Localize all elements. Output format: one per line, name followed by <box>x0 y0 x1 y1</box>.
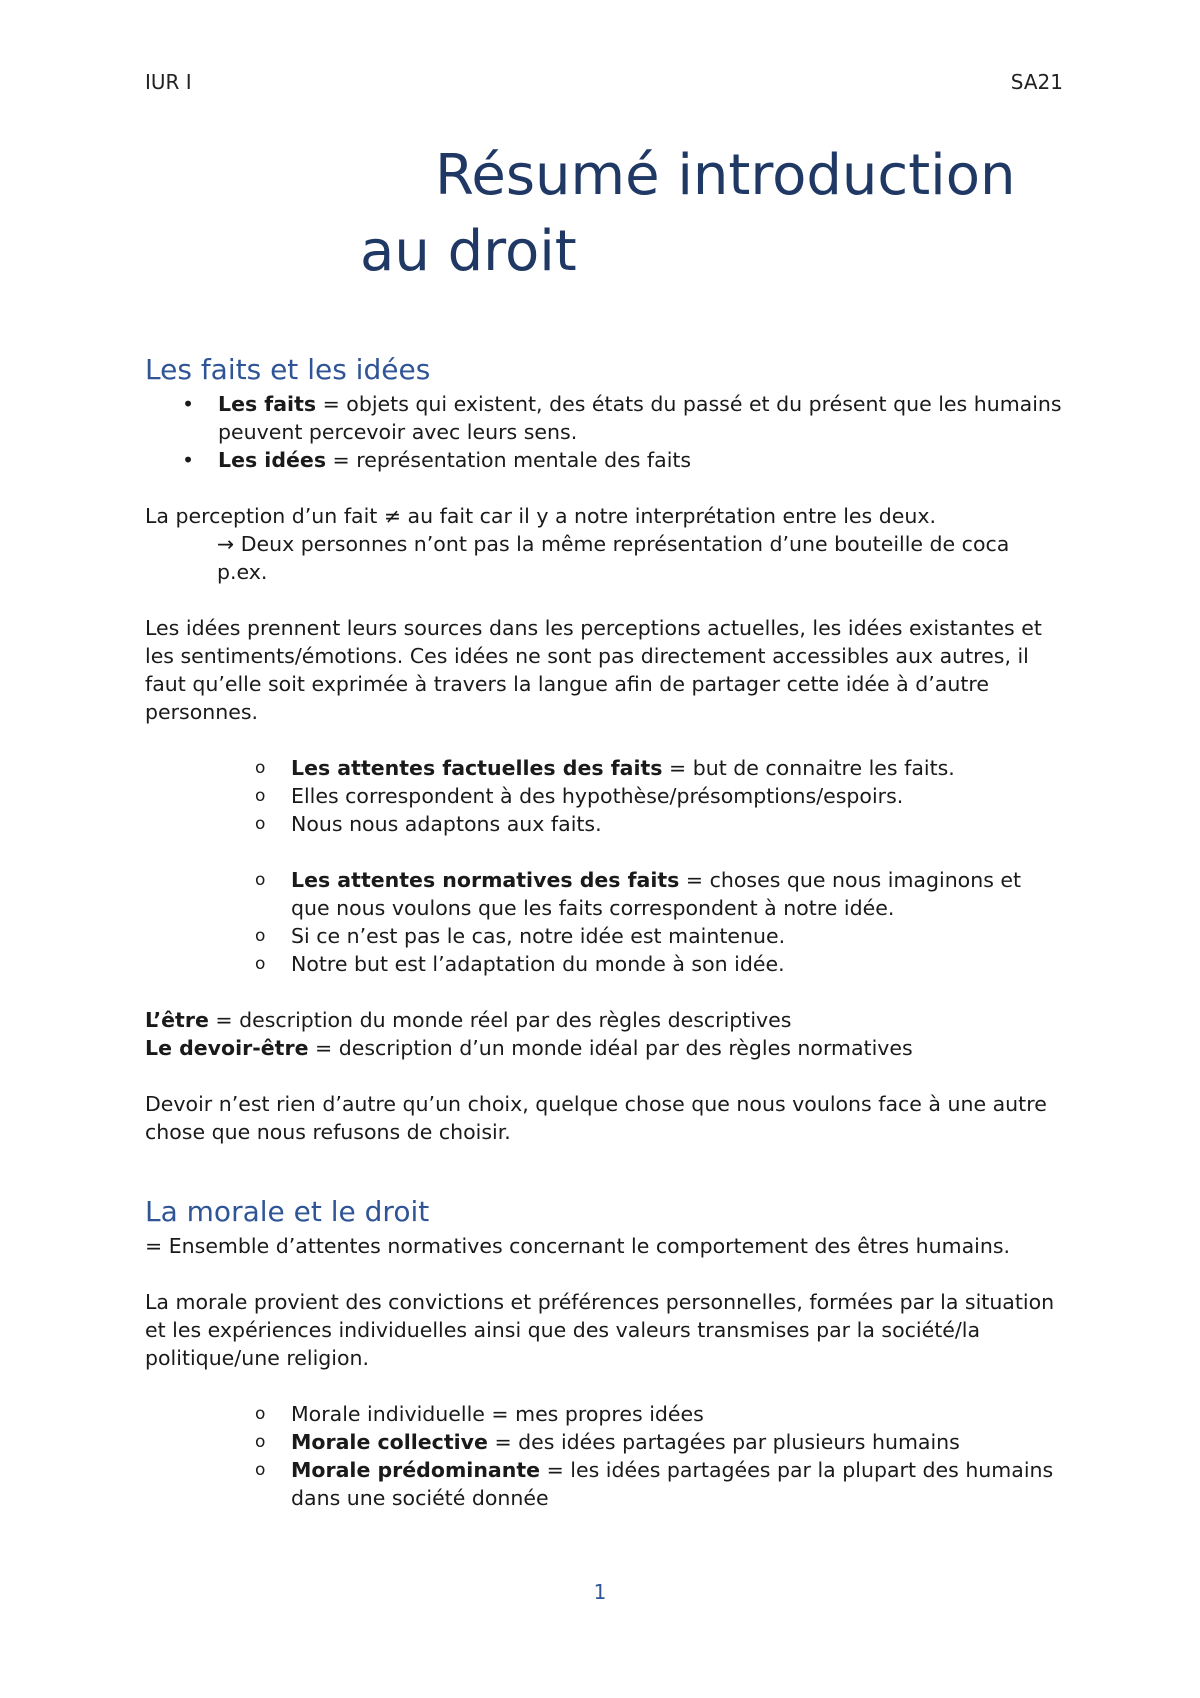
term: Morale prédominante <box>291 1458 541 1482</box>
definition-line: = Ensemble d’attentes normatives concernant le comportement des êtres humains. <box>145 1234 1011 1258</box>
paragraph: Les idées prennent leurs sources dans les perceptions actuelles, les idées existantes et les sentiments/émotions. Ces idées ne sont pas directement accessibles aux autres, il faut qu’elle soit exprimée à travers la langue afin de partager cette idée à d’autre personnes. <box>145 616 1042 724</box>
definition: Elles correspondent à des hypothèse/présomptions/espoirs. <box>291 784 904 808</box>
definition: Nous nous adaptons aux faits. <box>291 812 602 836</box>
header-left: IUR I <box>145 70 192 94</box>
definition: Morale individuelle = mes propres idées <box>291 1402 704 1426</box>
list-item <box>145 866 1065 922</box>
definition: Si ce n’est pas le cas, notre idée est maintenue. <box>291 924 786 948</box>
arrow-note: → Deux personnes n’ont pas la même représentation d’une bouteille de coca p.ex. <box>217 532 1010 584</box>
list-item <box>145 446 1065 474</box>
list-item <box>145 1456 1065 1512</box>
paragraph: La morale provient des convictions et préférences personnelles, formées par la situation et les expériences individuelles ainsi que des valeurs transmises par la société/la politique/une religion. <box>145 1290 1055 1370</box>
bullet-list-definitions <box>145 390 1065 474</box>
sub-list-morales <box>145 1400 1065 1512</box>
term: L’être <box>145 1008 209 1032</box>
circle-bullet-icon: o <box>255 926 266 946</box>
circle-bullet-icon: o <box>255 1432 266 1452</box>
list-item <box>145 754 1065 782</box>
definition: = objets qui existent, des états du passé et du présent que les humains peuvent percevoir avec leurs sens. <box>218 392 1062 444</box>
document-body <box>145 350 1065 1512</box>
section-heading-faits: Les faits et les idées <box>145 353 431 386</box>
section-heading-morale: La morale et le droit <box>145 1195 430 1228</box>
definition: = description du monde réel par des règles descriptives <box>208 1008 792 1032</box>
devoir-etre-definition <box>145 1034 1065 1062</box>
bullet-icon: • <box>182 392 195 416</box>
list-item <box>145 810 1065 838</box>
page-number: 1 <box>593 1580 607 1604</box>
definition: = des idées partagées par plusieurs humains <box>487 1430 960 1454</box>
definition: = représentation mentale des faits <box>326 448 692 472</box>
definition: = les idées partagées par la plupart des humains dans une société donnée <box>291 1458 1054 1510</box>
term: Les attentes factuelles des faits <box>291 756 663 780</box>
list-item <box>145 1428 1065 1456</box>
list-item <box>145 950 1065 978</box>
sub-list-normatives <box>145 866 1065 978</box>
sub-list-factuelles <box>145 754 1065 838</box>
definition: = choses que nous imaginons et que nous voulons que les faits correspondent à notre idée. <box>291 868 1022 920</box>
term: Les idées <box>218 448 327 472</box>
circle-bullet-icon: o <box>255 758 266 778</box>
title-line-1: Résumé introduction <box>435 143 1016 208</box>
circle-bullet-icon: o <box>255 1404 266 1424</box>
header-right: SA21 <box>1010 70 1063 94</box>
term: Morale collective <box>291 1430 488 1454</box>
circle-bullet-icon: o <box>255 954 266 974</box>
paragraph: Devoir n’est rien d’autre qu’un choix, quelque chose que nous voulons face à une autre chose que nous refusons de choisir. <box>145 1092 1047 1144</box>
paragraph: La perception d’un fait ≠ au fait car il y a notre interprétation entre les deux. <box>145 504 937 528</box>
list-item <box>145 782 1065 810</box>
definition: = description d’un monde idéal par des règles normatives <box>308 1036 913 1060</box>
bullet-icon: • <box>182 448 195 472</box>
definition: Notre but est l’adaptation du monde à son idée. <box>291 952 785 976</box>
title-line-2: au droit <box>360 219 577 284</box>
list-item <box>145 390 1065 446</box>
list-item <box>145 922 1065 950</box>
definition: = but de connaitre les faits. <box>662 756 955 780</box>
term: Les faits <box>218 392 317 416</box>
term: Les attentes normatives des faits <box>291 868 680 892</box>
circle-bullet-icon: o <box>255 814 266 834</box>
term: Le devoir-être <box>145 1036 309 1060</box>
list-item <box>145 1400 1065 1428</box>
document-title <box>0 138 1200 290</box>
circle-bullet-icon: o <box>255 870 266 890</box>
circle-bullet-icon: o <box>255 786 266 806</box>
etre-definition <box>145 1006 1065 1034</box>
circle-bullet-icon: o <box>255 1460 266 1480</box>
